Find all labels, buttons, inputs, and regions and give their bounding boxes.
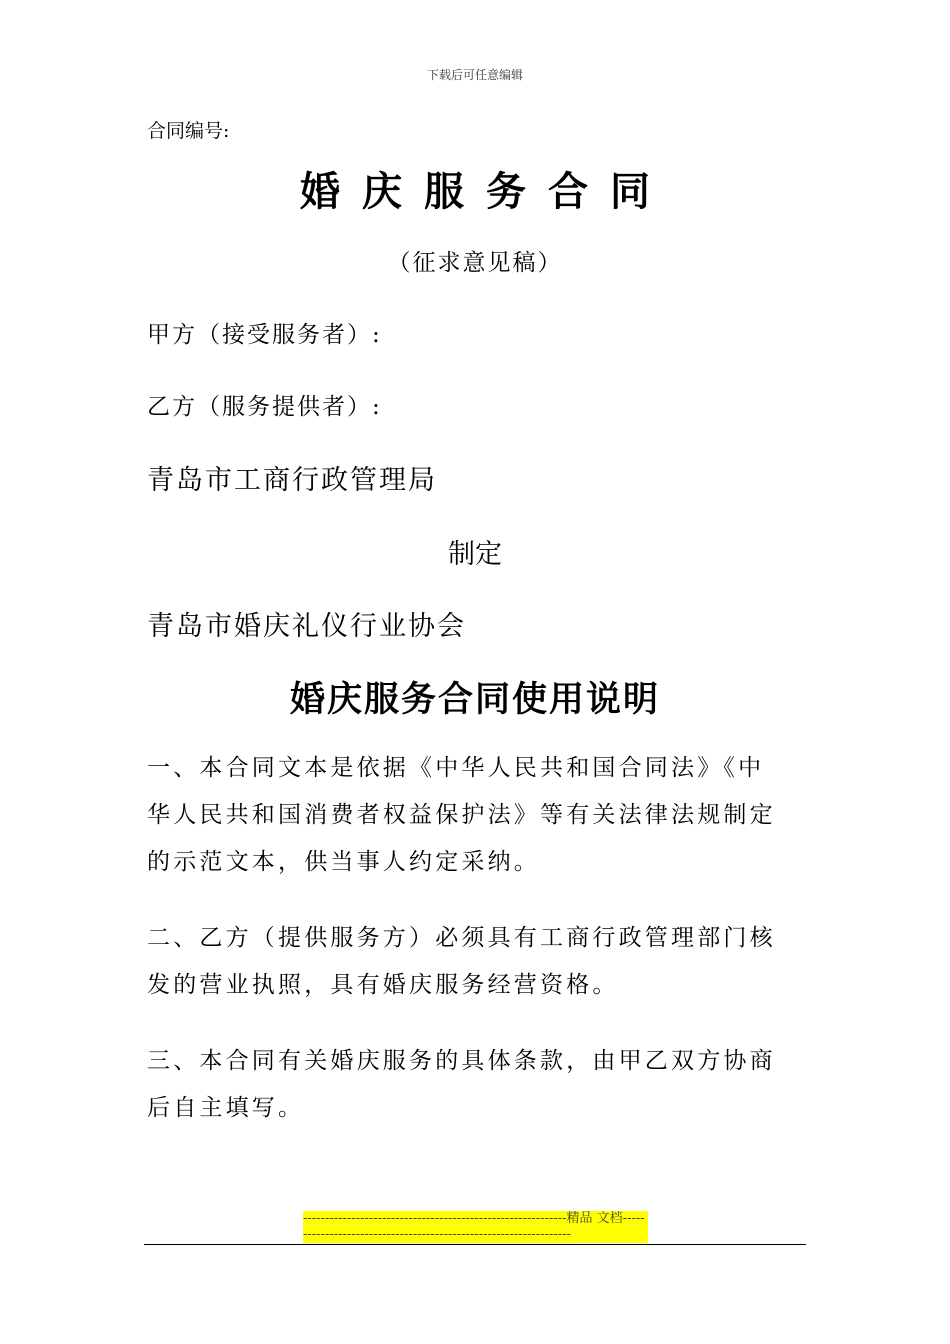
instructions-title: 婚庆服务合同使用说明 (289, 679, 660, 720)
instruction-paragraph-1: 一、本合同文本是依据《中华人民共和国合同法》《中华人民共和国消费者权益保护法》等有关法律法规制定的示范文本，供当事人约定采纳。 (147, 755, 776, 875)
contract-title: 婚庆服务合同 (300, 168, 672, 215)
party-a-label: 甲方（接受服务者）: (147, 322, 382, 348)
instruction-paragraph-3: 三、本合同有关婚庆服务的具体条款，由甲乙双方协商后自主填写。 (147, 1048, 776, 1121)
contract-number-label: 合同编号: (147, 120, 230, 142)
instruction-paragraph-2: 二、乙方（提供服务方）必须具有工商行政管理部门核发的营业执照，具有婚庆服务经营资格。 (147, 925, 776, 998)
footer-watermark-text: ------------------------------------------------------------精品 文档------------------------------------------------------------------ (303, 1211, 648, 1243)
issuer-association: 青岛市婚庆礼仪行业协会 (147, 611, 466, 642)
footer-divider (144, 1244, 806, 1245)
party-b-label: 乙方（服务提供者）: (147, 394, 382, 420)
header-note: 下载后可任意编辑 (426, 68, 523, 82)
made-by-label: 制定 (448, 539, 502, 570)
contract-subtitle: （征求意见稿） (387, 250, 563, 276)
issuer-bureau: 青岛市工商行政管理局 (147, 465, 437, 496)
